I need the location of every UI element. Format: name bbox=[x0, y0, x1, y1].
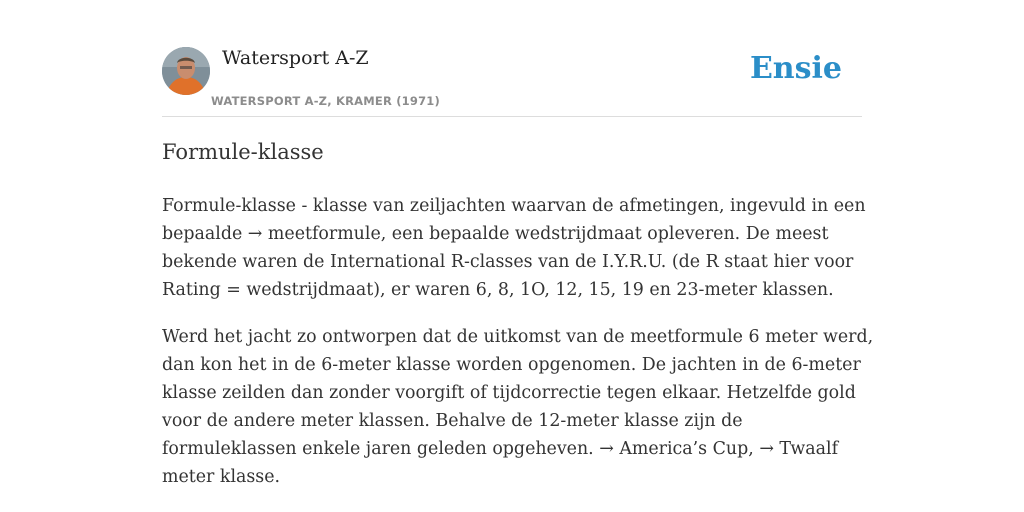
definition-paragraph: Formule-klasse - klasse van zeiljachten waarvan de afmetingen, ingevuld in een bepaalde → meetformule, een bepaalde wedstrijdmaat opleveren. De meest bekende waren de International R-classes van de I.Y.R.U. (de R staat hier voor Rating = wedstrijdmaat), er waren 6, 8, 1O, 12, 15, 19 en 23-meter klassen. bbox=[162, 196, 866, 300]
avatar[interactable] bbox=[162, 47, 210, 95]
avatar-photo-icon bbox=[162, 47, 210, 95]
source-title[interactable]: Watersport A-Z bbox=[222, 47, 369, 69]
entry-term: Formule-klasse bbox=[162, 140, 324, 164]
source-header bbox=[162, 46, 862, 117]
brand-logo[interactable]: Ensie bbox=[749, 51, 842, 86]
entry-definition bbox=[162, 192, 874, 510]
definition-paragraph: Werd het jacht zo ontworpen dat de uitkomst van de meetformule 6 meter werd, dan kon het in de 6-meter klasse worden opgenomen. De jachten in de 6-meter klasse zeilden dan zonder voorgift of tijdcorrectie tegen elkaar. Hetzelfde gold voor de andere meter klassen. Behalve de 12-meter klasse zijn de formuleklassen enkele jaren geleden opgeheven. → America’s Cup, → Twaalf meter klasse. bbox=[162, 327, 874, 487]
source-subtitle[interactable]: WATERSPORT A-Z, KRAMER (1971) bbox=[211, 94, 440, 108]
